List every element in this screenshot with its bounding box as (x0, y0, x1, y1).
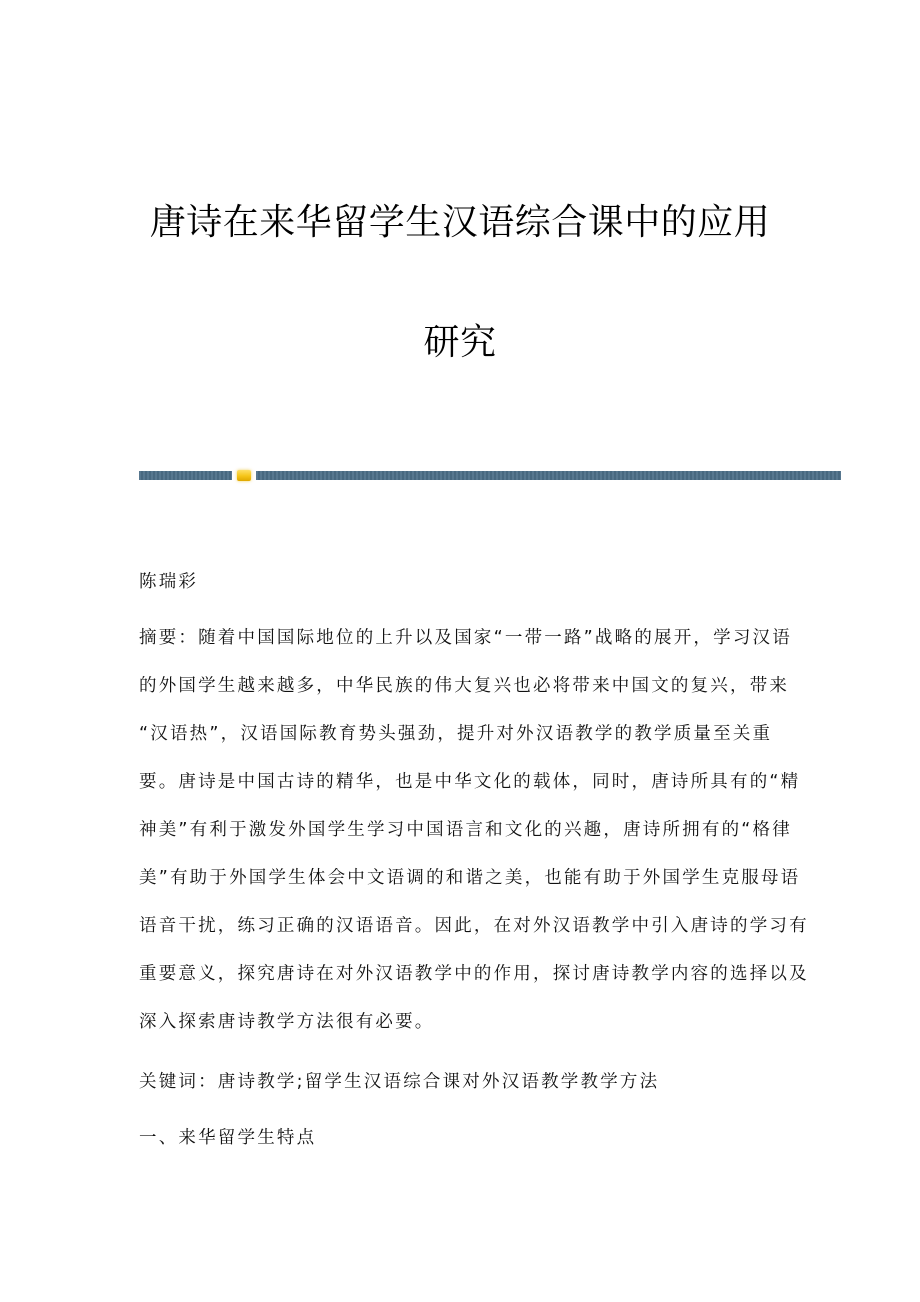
abstract-line: “汉语热”，汉语国际教育势头强劲，提升对外汉语教学的教学质量至关重 (139, 724, 773, 744)
section-heading: 一、来华留学生特点 (139, 1128, 317, 1148)
abstract-line: 神美”有利于激发外国学生学习中国语言和文化的兴趣，唐诗所拥有的“格律 (139, 820, 792, 840)
document-title-line-1: 唐诗在来华留学生汉语综合课中的应用 (149, 202, 771, 243)
divider-bar-right (256, 471, 841, 480)
abstract-line: 要。唐诗是中国古诗的精华，也是中华文化的载体，同时，唐诗所具有的“精 (139, 772, 801, 792)
abstract-line: 重要意义，探究唐诗在对外汉语教学中的作用，探讨唐诗教学内容的选择以及 (139, 964, 809, 984)
gem-ornament-icon (237, 470, 251, 481)
abstract-line: 语音干扰，练习正确的汉语语音。因此，在对外汉语教学中引入唐诗的学习有 (139, 916, 809, 936)
abstract-line: 美”有助于外国学生体会中文语调的和谐之美，也能有助于外国学生克服母语 (139, 868, 801, 888)
divider-bar-left (139, 471, 232, 480)
abstract-line: 深入探索唐诗教学方法很有必要。 (139, 1012, 435, 1032)
title-divider (139, 471, 841, 480)
document-title-line-2: 研究 (423, 322, 497, 363)
abstract-line: 的外国学生越来越多，中华民族的伟大复兴也必将带来中国文的复兴，带来 (139, 676, 790, 696)
keywords: 关键词：唐诗教学;留学生汉语综合课对外汉语教学教学方法 (139, 1072, 660, 1092)
abstract-line: 摘要：随着中国国际地位的上升以及国家“一带一路”战略的展开，学习汉语 (139, 628, 792, 648)
author-name: 陈瑞彩 (139, 572, 199, 592)
